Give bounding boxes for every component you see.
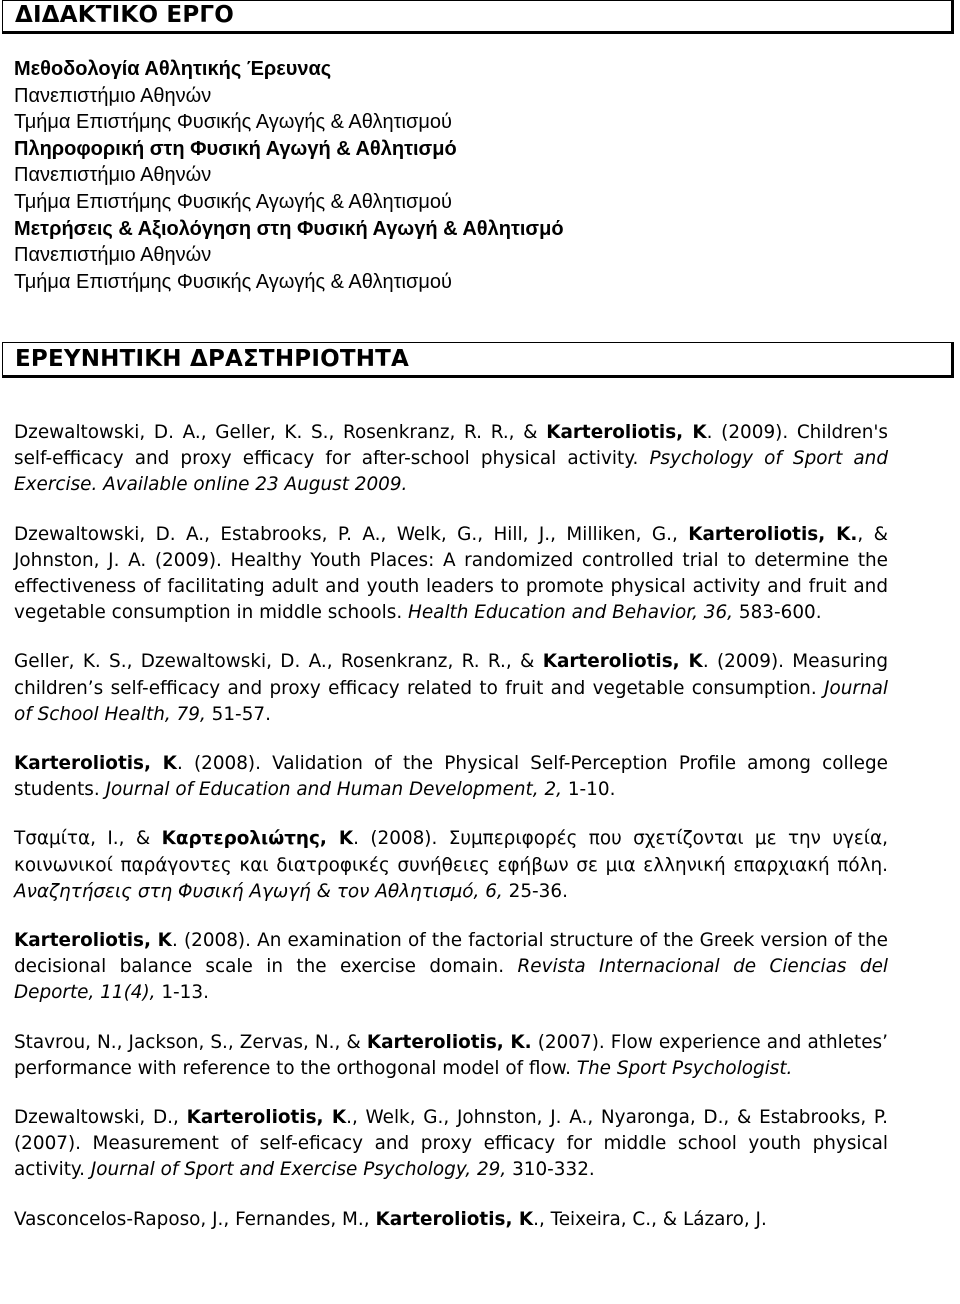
pub-highlight-author: Karteroliotis, K (546, 422, 707, 443)
publication-entry (14, 1105, 888, 1184)
pub-source: Psychology of Sport and Exercise. Available online 23 August 2009. (14, 448, 888, 496)
pub-authors: Dzewaltowski, D. A., Geller, K. S., Rosenkranz, R. R., & (14, 422, 547, 443)
pub-highlight-author: Καρτερολιώτης, Κ (161, 828, 354, 850)
pub-authors-rest: . (2009). (702, 651, 784, 673)
pub-highlight-author: Karteroliotis, K (375, 1208, 534, 1230)
pub-source: Revista Internacional de Ciencias del Deporte, 11(4), (14, 956, 888, 1004)
pub-authors-rest: ., Teixeira, C., & Lázaro, J. (533, 1208, 767, 1230)
pub-highlight-author: Karteroliotis, K (14, 753, 177, 775)
pub-highlight-author: Karteroliotis, K (542, 651, 703, 673)
pub-title: Validation of the Physical Self-Perception Profile among college students. (14, 753, 888, 801)
course-title: Μεθοδολογία Αθλητικής Έρευνας (14, 58, 332, 80)
pub-title: Flow experience and athletes’ performance with reference to the orthogonal model of flow. (14, 1031, 888, 1079)
publication-entry (14, 420, 888, 499)
pub-authors-rest: . (2008). (353, 828, 438, 850)
course-university: Πανεπιστήμιο Αθηνών (14, 164, 212, 187)
pub-source: Journal of School Health, 79, (14, 677, 888, 725)
publication-entry (14, 649, 888, 728)
course-item (14, 56, 944, 136)
publication-entry (14, 1207, 888, 1233)
pub-pages: 25-36. (502, 880, 568, 902)
pub-authors-rest: . (2008). (176, 753, 261, 775)
pub-source: Journal of Sport and Exercise Psychology, 29, (90, 1159, 507, 1181)
course-department: Τμήμα Επιστήμης Φυσικής Αγωγής & Αθλητισμού (14, 270, 452, 293)
course-item (14, 216, 944, 296)
pub-pages: 310-332. (506, 1159, 595, 1181)
pub-pages: 1-13. (155, 982, 209, 1004)
pub-authors-rest: , & Johnston, J. A. (2009). (14, 523, 888, 571)
publication-entry (14, 751, 888, 803)
pub-authors: Vasconcelos-Raposo, J., Fernandes, M., (14, 1208, 376, 1230)
pub-highlight-author: Karteroliotis, K (186, 1107, 347, 1129)
teaching-section-header (2, 0, 954, 34)
pub-authors-rest: (2007). (531, 1031, 605, 1053)
pub-title: Measurement of self-eficacy and proxy efficacy for middle school youth physical activity. (14, 1133, 888, 1181)
publication-entry (14, 1030, 888, 1082)
course-title: Πληροφορική στη Φυσική Αγωγή & Αθλητισμό (14, 137, 457, 160)
pub-authors: Dzewaltowski, D., (14, 1107, 187, 1129)
research-heading: ΕΡΕΥΝΗΤΙΚΗ ΔΡΑΣΤΗΡΙΟΤΗΤΑ (15, 346, 410, 372)
course-list (14, 56, 944, 295)
pub-highlight-author: Karteroliotis, K. (366, 1031, 532, 1053)
pub-authors-rest: . (2009). (706, 422, 789, 443)
course-department: Τμήμα Επιστήμης Φυσικής Αγωγής & Αθλητισμού (14, 190, 452, 213)
course-item (14, 136, 944, 216)
pub-pages: 583-600. (733, 602, 822, 624)
pub-authors: Dzewaltowski, D. A., Estabrooks, P. A., Welk, G., Hill, J., Milliken, G., (14, 523, 689, 545)
pub-pages: 51-57. (205, 703, 271, 725)
research-section-header (2, 342, 954, 378)
course-department: Τμήμα Επιστήμης Φυσικής Αγωγής & Αθλητισμού (14, 111, 452, 134)
course-title: Μετρήσεις & Αξιολόγηση στη Φυσική Αγωγή & Αθλητισμό (14, 217, 564, 240)
pub-highlight-author: Karteroliotis, K (14, 930, 172, 952)
teaching-heading: ΔΙΔΑΚΤΙΚΟ ΕΡΓΟ (15, 2, 234, 28)
pub-source: Journal of Education and Human Development, 2, (105, 779, 562, 801)
pub-authors: Τσαμίτα, Ι., & (14, 828, 162, 850)
pub-authors-rest: . (2008). (171, 930, 251, 952)
pub-title: Healthy Youth Places: A randomized controlled trial to determine the effectiveness of facilitating adult and youth leaders to promote physical activity and fruit and vegetable consumption in middle schools. (14, 549, 888, 624)
publication-entry (14, 928, 888, 1007)
pub-pages: 1-10. (562, 779, 616, 801)
pub-authors: Geller, K. S., Dzewaltowski, D. A., Rosenkranz, R. R., & (14, 651, 543, 673)
publication-entry (14, 826, 888, 905)
publication-list (14, 420, 888, 1256)
course-university: Πανεπιστήμιο Αθηνών (14, 244, 212, 267)
publication-entry (14, 522, 888, 627)
pub-title: Measuring children’s self-efficacy and proxy efficacy related to fruit and vegetable consumption. (14, 651, 888, 699)
pub-title: Συμπεριφορές που σχετίζονται με την υγεία, κοινωνικοί παράγοντες και διατροφικές συνήθειες εφήβων σε μια ελληνική επαρχιακή πόλη. (14, 828, 888, 876)
pub-title: An examination of the factorial structure of the Greek version of the decisional balance scale in the exercise domain. (14, 930, 888, 978)
course-university: Πανεπιστήμιο Αθηνών (14, 84, 212, 107)
pub-authors: Stavrou, N., Jackson, S., Zervas, N., & (14, 1031, 367, 1053)
pub-source: Health Education and Behavior, 36, (408, 602, 734, 624)
pub-authors-rest: ., Welk, G., Johnston, J. A., Nyaronga, D., & Estabrooks, P. (2007). (14, 1107, 888, 1155)
pub-source: The Sport Psychologist. (576, 1057, 793, 1079)
pub-highlight-author: Karteroliotis, K. (688, 523, 858, 545)
pub-source: Αναζητήσεις στη Φυσική Αγωγή & τον Αθλητισμό, 6, (14, 880, 503, 902)
pub-title: Children's self-efficacy and proxy efficacy for after-school physical activity. (14, 422, 888, 470)
